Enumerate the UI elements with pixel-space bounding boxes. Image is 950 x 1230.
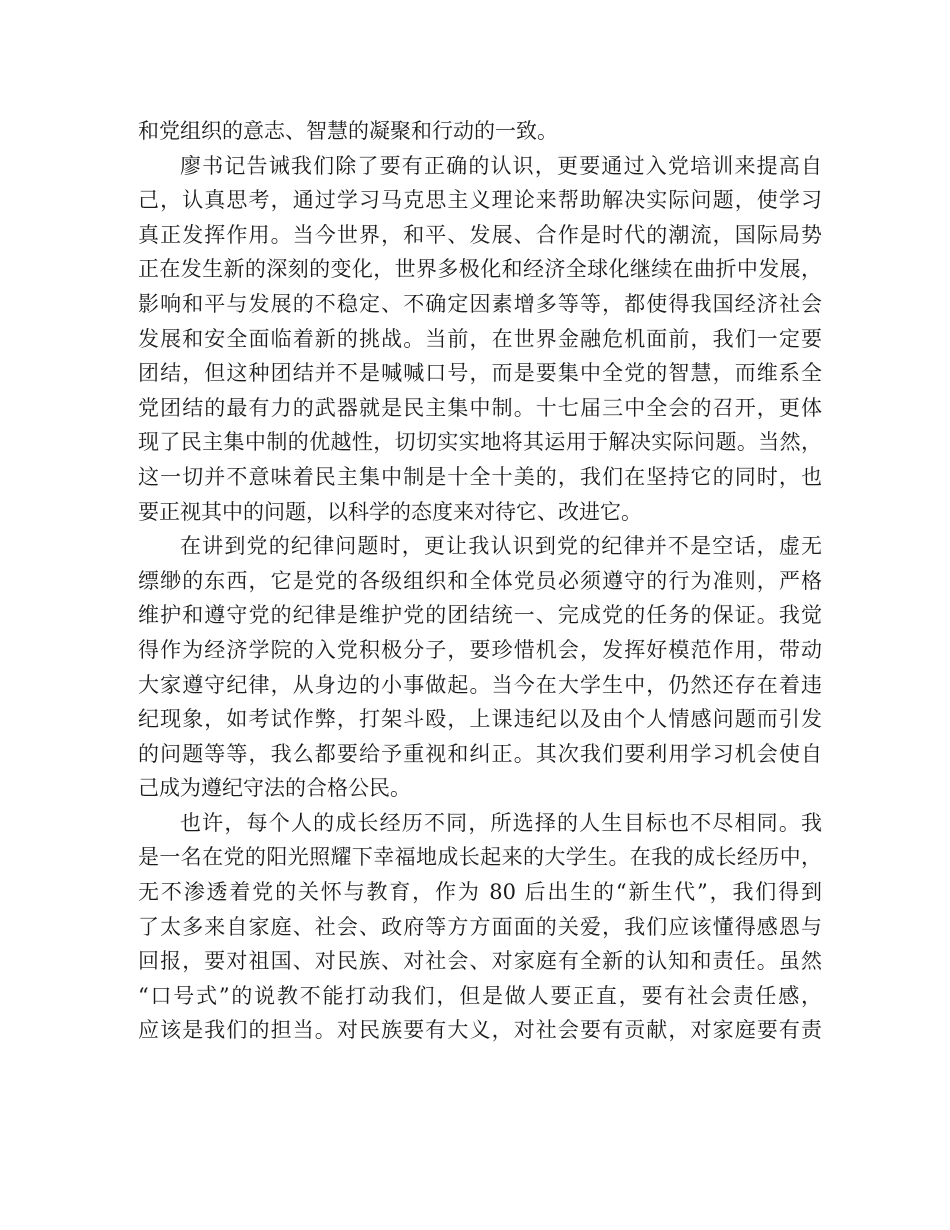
text-line: 影响和平与发展的不稳定、不确定因素增多等等，都使得我国经济社会 <box>138 291 822 316</box>
text-line: “口号式”的说教不能打动我们，但是做人要正直，要有社会责任感， <box>138 983 822 1008</box>
body-text <box>138 114 822 1048</box>
text-line: 得作为经济学院的入党积极分子，要珍惜机会，发挥好模范作用，带动 <box>138 637 822 662</box>
text-line: 维护和遵守党的纪律是维护党的团结统一、完成党的任务的保证。我觉 <box>138 603 822 628</box>
text-line: 了太多来自家庭、社会、政府等方方面面的关爱，我们应该懂得感恩与 <box>138 914 822 939</box>
text-line: 要正视其中的问题，以科学的态度来对待它、改进它。 <box>138 499 642 524</box>
text-line: 无不渗透着党的关怀与教育，作为 80 后出生的“新生代”，我们得到 <box>138 880 822 905</box>
text-line: 这一切并不意味着民主集中制是十全十美的，我们在坚持它的同时，也 <box>138 464 822 489</box>
text-line: 的问题等等，我么都要给予重视和纠正。其次我们要利用学习机会使自 <box>138 741 822 766</box>
text-line: 应该是我们的担当。对民族要有大义，对社会要有贡献，对家庭要有责 <box>138 1018 822 1043</box>
text-line: 党团结的最有力的武器就是民主集中制。十七届三中全会的召开，更体 <box>138 395 822 420</box>
text-line: 是一名在党的阳光照耀下幸福地成长起来的大学生。在我的成长经历中， <box>138 845 822 870</box>
text-line: 正在发生新的深刻的变化，世界多极化和经济全球化继续在曲折中发展， <box>138 257 822 282</box>
text-line: 回报，要对祖国、对民族、对社会、对家庭有全新的认知和责任。虽然 <box>138 949 822 974</box>
text-line: 大家遵守纪律，从身边的小事做起。当今在大学生中，仍然还存在着违 <box>138 672 822 697</box>
text-line: 发展和安全面临着新的挑战。当前，在世界金融危机面前，我们一定要 <box>138 326 822 351</box>
text-line: 己，认真思考，通过学习马克思主义理论来帮助解决实际问题，使学习 <box>138 188 822 213</box>
text-line: 己成为遵纪守法的合格公民。 <box>138 776 411 801</box>
paragraph-first-line: 廖书记告诫我们除了要有正确的认识，更要通过入党培训来提高自 <box>180 153 822 178</box>
text-line: 团结，但这种团结并不是喊喊口号，而是要集中全党的智慧，而维系全 <box>138 361 822 386</box>
text-line: 真正发挥作用。当今世界，和平、发展、合作是时代的潮流，国际局势 <box>138 222 822 247</box>
text-line: 纪现象，如考试作弊，打架斗殴，上课违纪以及由个人情感问题而引发 <box>138 707 822 732</box>
paragraph-first-line: 在讲到党的纪律问题时，更让我认识到党的纪律并不是空话，虚无 <box>180 534 822 559</box>
text-line: 现了民主集中制的优越性，切切实实地将其运用于解决实际问题。当然， <box>138 430 822 455</box>
text-line: 和党组织的意志、智慧的凝聚和行动的一致。 <box>138 119 558 143</box>
paragraph-first-line: 也许，每个人的成长经历不同，所选择的人生目标也不尽相同。我 <box>180 810 822 835</box>
text-line: 缥缈的东西，它是党的各级组织和全体党员必须遵守的行为准则，严格 <box>138 568 822 593</box>
